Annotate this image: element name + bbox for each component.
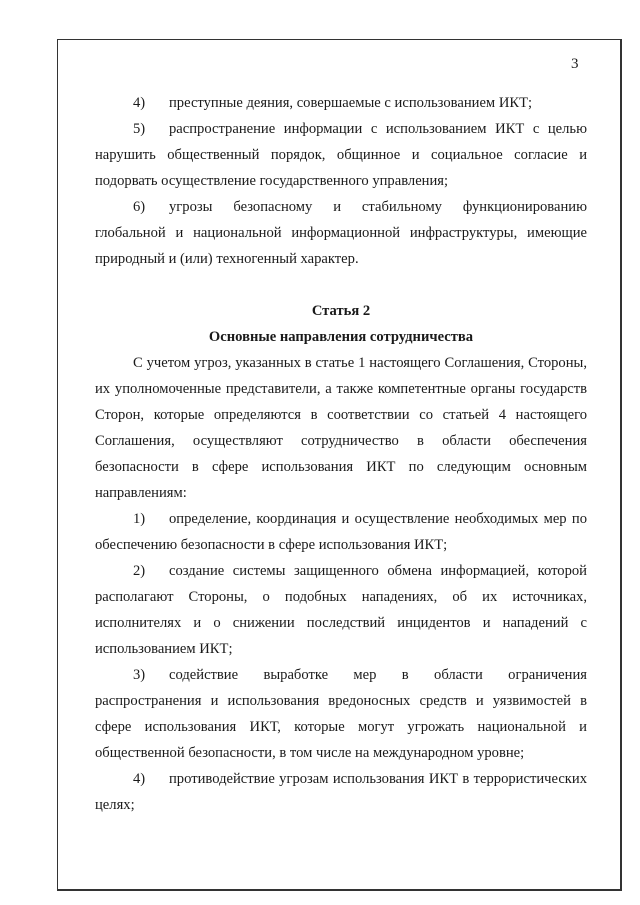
- list-item: [95, 116, 587, 194]
- list-item-number: 1): [133, 511, 146, 527]
- list-item-number: 6): [133, 199, 146, 215]
- list-item: [95, 662, 587, 766]
- article-title: Основные направления сотрудничества: [208, 329, 474, 345]
- list-item-text: распространение информации с использованием ИКТ с целью нарушить общественный порядок, общинное и социальное согласие и подорвать осуществление государственного управления;: [95, 121, 587, 189]
- article-number: Статья 2: [311, 303, 371, 319]
- list-item: [95, 558, 587, 662]
- list-item-text: содействие выработке мер в области ограничения распространения и использования вредоносных средств и уязвимостей в сфере использования ИКТ, которые могут угрожать национальной и общественной безопасности, в том числе на международном уровне;: [95, 667, 587, 761]
- list-item: [95, 194, 587, 272]
- list-item-number: 3): [133, 667, 146, 683]
- list-item-text: преступные деяния, совершаемые с использованием ИКТ;: [169, 95, 533, 111]
- list-item-text: создание системы защищенного обмена информацией, которой располагают Стороны, о подобных нападениях, об их источниках, исполнителях и о снижении последствий инцидентов и нападений с использованием ИКТ;: [95, 563, 587, 657]
- list-item-number: 4): [133, 771, 146, 787]
- list-item-text: угрозы безопасному и стабильному функционированию глобальной и национальной информационной инфраструктуры, имеющие природный и (или) техногенный характер.: [95, 199, 587, 267]
- list-item: [95, 506, 587, 558]
- list-item-number: 2): [133, 563, 146, 579]
- intro-paragraph: С учетом угроз, указанных в статье 1 настоящего Соглашения, Стороны, их уполномоченные представители, а также компетентные органы государств Сторон, которые определяются в соответствии со статьей 4 настоящего Соглашения, осуществляют сотрудничество в области обеспечения безопасности в сфере использования ИКТ по следующим основным направлениям:: [95, 355, 587, 501]
- list-item: [95, 90, 587, 116]
- list-item-number: 4): [133, 95, 146, 111]
- list-item-number: 5): [133, 121, 146, 137]
- document-body: [95, 90, 587, 818]
- list-item-text: определение, координация и осуществление необходимых мер по обеспечению безопасности в сфере использования ИКТ;: [95, 511, 587, 553]
- list-item-text: противодействие угрозам использования ИКТ в террористических целях;: [95, 771, 587, 813]
- list-item: [95, 766, 587, 818]
- page-number: 3: [571, 56, 579, 72]
